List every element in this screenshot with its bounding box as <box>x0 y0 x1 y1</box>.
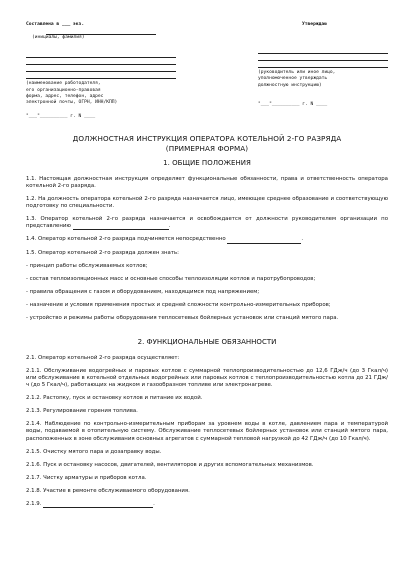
header-left-block <box>26 22 176 130</box>
knowledge-item: - назначение и условия применения простых и средней сложности контрольно-измерительных приборов; <box>26 302 331 309</box>
duty-item: 2.1.5. Очистку мятого пара и дозаправку воды. <box>26 448 162 455</box>
paragraph-1-1: 1.1. Настоящая должностная инструкция определяет функциональные обязанности, права и ответственность оператора котельной 2-го разряда. <box>26 175 388 189</box>
knowledge-item: - правила обращения с газом и оборудованием, находящимся под напряжением; <box>26 288 260 295</box>
section-2-heading: 2. ФУНКЦИОНАЛЬНЫЕ ОБЯЗАННОСТИ <box>137 338 277 347</box>
document-title: ДОЛЖНОСТНАЯ ИНСТРУКЦИЯ ОПЕРАТОРА КОТЕЛЬНОЙ 2-ГО РАЗРЯДА (ПРИМЕРНАЯ ФОРМА) <box>72 134 342 153</box>
duty-item: 2.1. Оператор котельной 2-го разряда осуществляет: <box>26 354 180 361</box>
duty-item: 2.1.3. Регулирование горения топлива. <box>26 408 138 415</box>
head-line-3 <box>258 61 388 68</box>
duty-item: 2.1.1. Обслуживание водогрейных и паровых котлов с суммарной теплопроизводительностью до 12,6 ГДж/ч (до 3 Гкал/ч) или обслуживание в котельной отдельных водогрейных или паровых котлов с теплопроизводительностью котла до 21 ГДж/ч (до 5 Гкал/ч), работающих на жидком и газообразном топливе или электронагреве. <box>26 367 388 388</box>
org-caption-3: форма, адрес, телефон, адрес <box>26 93 104 99</box>
knowledge-item: - принцип работы обслуживаемых котлов; <box>26 262 148 269</box>
org-line-1 <box>26 51 176 58</box>
duty-item: 2.1.4. Наблюдение по контрольно-измерительным приборам за уровнем воды в котле, давлением пара и температурой воды, подаваемой в отопительную систему. Обслуживание теплосетевых бойлерных установок или станций мятого пара, расположенных в зоне обслуживания основных агрегатов с суммарной тепловой нагрузкой до 42 ГДж/ч (до 10 Гкал/ч). <box>26 421 388 442</box>
duty-item: 2.1.2. Растопку, пуск и остановку котлов и питание их водой. <box>26 395 203 402</box>
duty-item-2-1-9: 2.1.9. . <box>26 501 155 508</box>
paragraph-1-4: 1.4. Оператор котельной 2-го разряда подчиняется непосредственно . <box>26 236 304 243</box>
duty-item: 2.1.8. Участие в ремонте обслуживаемого оборудования. <box>26 488 190 495</box>
head-line-2 <box>258 54 388 61</box>
head-caption-3: должностную инструкцию) <box>258 82 322 88</box>
org-caption-1: (наименование работодателя, <box>26 81 101 87</box>
duty-item: 2.1.6. Пуск и остановку насосов, двигателей, вентиляторов и других вспомогательных механизмов. <box>26 461 314 468</box>
section-1-heading: 1. ОБЩИЕ ПОЛОЖЕНИЯ <box>163 159 251 168</box>
knowledge-item: - состав теплоизоляционных масс и основные способы теплоизоляции котлов и паротрубопроводов; <box>26 275 316 282</box>
blank-line <box>43 502 153 508</box>
blank-line <box>73 224 169 230</box>
header-right-block <box>258 22 388 130</box>
org-line-4 <box>26 72 176 79</box>
paragraph-1-3-text: 1.3. Оператор котельной 2-го разряда назначается и освобождается от должности руководителем организации по представлению <box>26 216 388 230</box>
paragraph-1-3: 1.3. Оператор котельной 2-го разряда назначается и освобождается от должности руководителем организации по представлению . <box>26 216 388 230</box>
duty-item: 2.1.7. Чистку арматуры и приборов котла. <box>26 474 147 481</box>
org-line-3 <box>26 65 176 72</box>
name-caption: (инициалы, фамилия) <box>32 35 85 41</box>
duty-item-2-1-9-text: 2.1.9. <box>26 501 42 508</box>
approve-label: Утверждаю <box>302 22 327 27</box>
knowledge-item: - устройство и режимы работы оборудования теплосетевых бойлерных установок или станций мятого пара. <box>26 315 339 322</box>
org-caption-2: его организационно-правовая <box>26 87 101 93</box>
org-line-2 <box>26 58 176 65</box>
compiled-copies: Составлена в ___ экз. <box>26 22 85 27</box>
org-caption-4: электронной почты, ОГРН, ИНН/КПП) <box>26 99 118 105</box>
head-caption-1: (руководитель или иное лицо, <box>258 70 336 76</box>
head-caption-2: уполномоченное утверждать <box>258 76 328 82</box>
left-date-number: "___"__________ г. N ____ <box>26 114 96 120</box>
blank-line <box>227 238 301 244</box>
head-line-1 <box>258 47 388 54</box>
paragraph-1-5: 1.5. Оператор котельной 2-го разряда должен знать: <box>26 249 179 256</box>
paragraph-1-2: 1.2. На должность оператора котельной 2-го разряда назначается лицо, имеющее среднее образование и соответствующую подготовку по специальности. <box>26 195 388 210</box>
document-header <box>26 22 388 130</box>
right-date-number: "___"__________ г. N ____ <box>258 101 328 107</box>
paragraph-1-4-text: 1.4. Оператор котельной 2-го разряда подчиняется непосредственно <box>26 236 226 243</box>
